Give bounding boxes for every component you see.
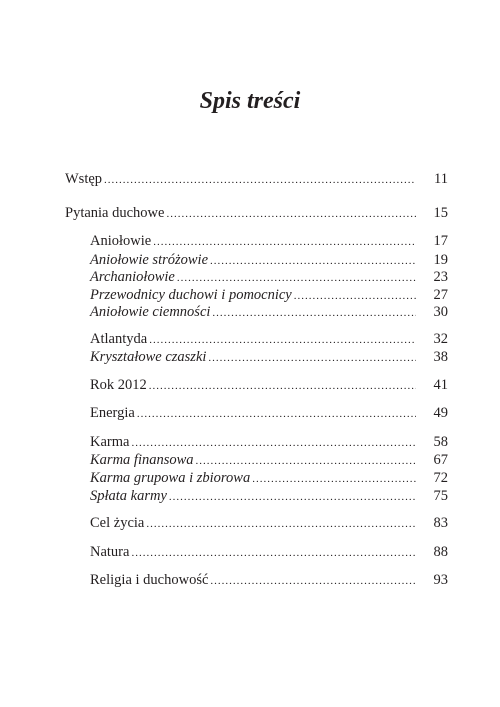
toc-entry-page: 88 (433, 544, 448, 560)
toc-entry-label: Atlantyda (90, 331, 148, 347)
toc-entry-page: 83 (433, 515, 448, 531)
toc-entry-page: 72 (433, 470, 448, 486)
toc-entry-label: Przewodnicy duchowi i pomocnicy (90, 287, 292, 303)
toc-entry-label: Aniołowie (90, 233, 152, 249)
toc-entry-page: 75 (433, 488, 448, 504)
toc-entry-page: 67 (433, 452, 448, 468)
toc-entry (90, 433, 448, 451)
toc-entry-page: 93 (433, 572, 448, 588)
toc-entry-label: Natura (90, 544, 130, 560)
toc-entry-label: Rok 2012 (90, 377, 147, 393)
toc-entry-label: Religia i duchowość (90, 572, 209, 588)
toc-entry (90, 404, 448, 422)
toc-entry-page: 11 (434, 171, 448, 187)
toc-dot-leader (149, 331, 416, 349)
toc-entry (90, 330, 448, 348)
toc-entry (90, 268, 448, 286)
toc-entry-label: Energia (90, 405, 135, 421)
toc-dot-leader (208, 349, 416, 367)
toc-entry-page: 15 (433, 205, 448, 221)
toc-entry-page: 27 (433, 287, 448, 303)
toc-entry-page: 38 (433, 349, 448, 365)
toc-dot-leader (212, 304, 416, 322)
toc-dot-leader (252, 470, 416, 488)
toc-entry-page: 41 (433, 377, 448, 393)
page-title: Spis treści (199, 88, 301, 114)
toc-entry (90, 543, 448, 561)
toc-dot-leader (131, 434, 416, 452)
toc-entry-label: Spłata karmy (90, 488, 167, 504)
toc-entry-label: Aniołowie stróżowie (90, 252, 209, 268)
toc-entry (65, 204, 448, 222)
toc-entry (90, 514, 448, 532)
toc-entry (65, 170, 448, 188)
toc-entry-page: 49 (433, 405, 448, 421)
toc-dot-leader (166, 205, 416, 223)
toc-dot-leader (146, 515, 416, 533)
toc-entry-page: 32 (433, 331, 448, 347)
toc-entry-page: 58 (433, 434, 448, 450)
toc-dot-leader (196, 452, 416, 470)
toc-entry (90, 376, 448, 394)
toc-entry-label: Wstęp (65, 171, 103, 187)
toc-entry-page: 30 (433, 304, 448, 320)
toc-entry (90, 469, 448, 487)
toc-entry (90, 303, 448, 321)
toc-dot-leader (137, 405, 416, 423)
toc-entry-label: Pytania duchowe (65, 205, 165, 221)
toc-dot-leader (210, 572, 416, 590)
toc-dot-leader (131, 544, 416, 562)
toc-entry-label: Cel życia (90, 515, 145, 531)
toc-entry (90, 451, 448, 469)
toc-entry-page: 19 (433, 252, 448, 268)
toc-entry (90, 487, 448, 505)
toc-dot-leader (169, 488, 416, 506)
toc-dot-leader (153, 233, 416, 251)
toc-entry (90, 251, 448, 269)
toc-entry-label: Karma finansowa (90, 452, 194, 468)
toc-entry-page: 17 (433, 233, 448, 249)
toc-entry-page: 23 (433, 269, 448, 285)
toc-entry-label: Karma grupowa i zbiorowa (90, 470, 251, 486)
toc-dot-leader (149, 377, 416, 395)
toc-entry (90, 571, 448, 589)
toc-entry-label: Aniołowie ciemności (90, 304, 211, 320)
toc-entry (90, 348, 448, 366)
toc-dot-leader (104, 171, 416, 189)
toc-entry-label: Karma (90, 434, 130, 450)
toc-entry-label: Archaniołowie (90, 269, 175, 285)
toc-entry-label: Kryształowe czaszki (90, 349, 207, 365)
toc-dot-leader (177, 269, 416, 287)
toc-entry (90, 232, 448, 250)
toc-entry (90, 286, 448, 304)
